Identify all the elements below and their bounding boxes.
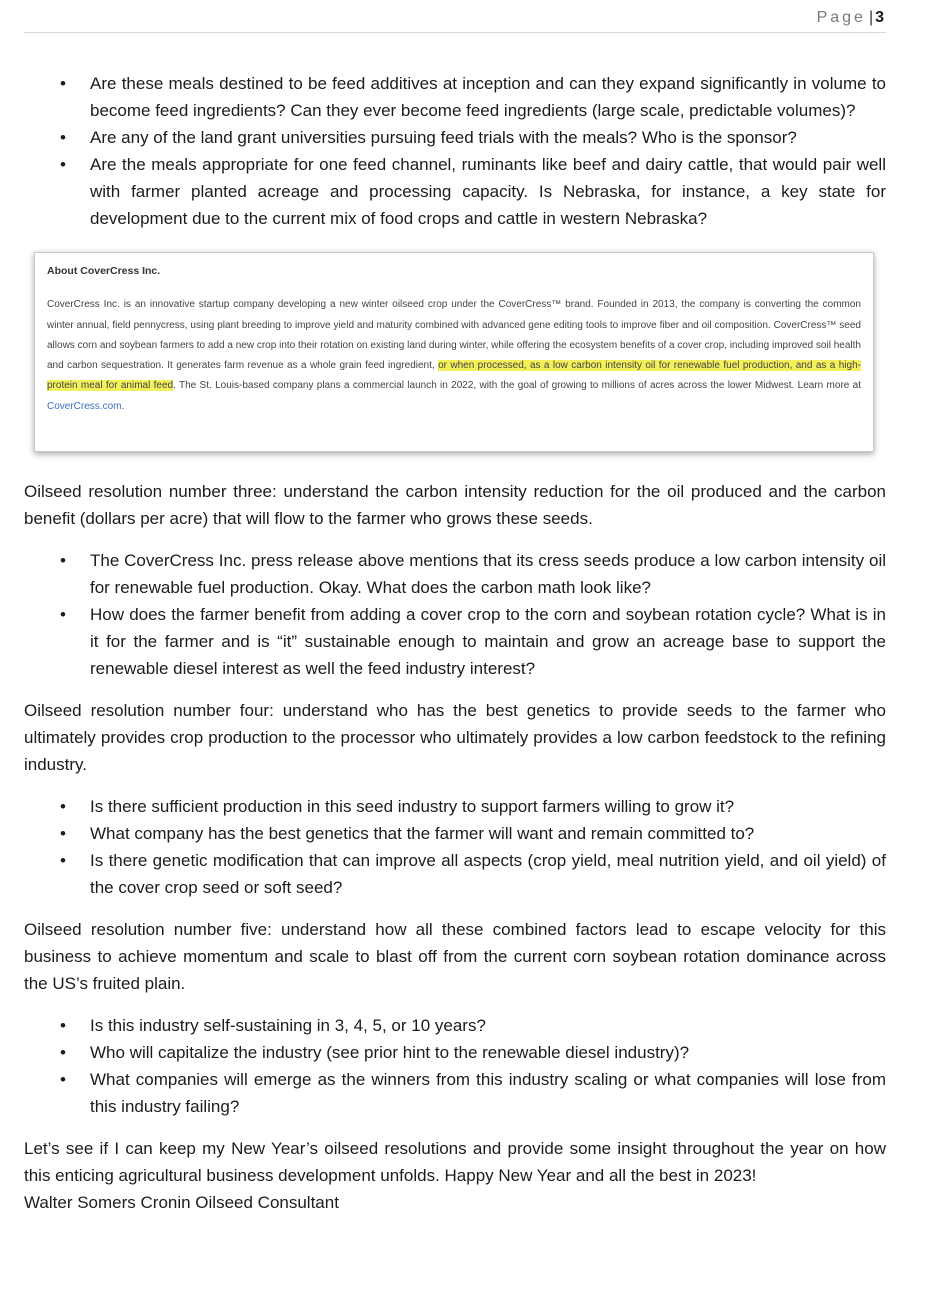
bullet-icon: • <box>60 851 66 870</box>
list-item: • Is there genetic modification that can improve all aspects (crop yield, meal nutrition yield, and oil yield) of the cover crop seed or soft seed? <box>24 847 886 901</box>
paragraph-resolution-five: Oilseed resolution number five: understand how all these combined factors lead to escape velocity for this business to achieve momentum and scale to blast off from the current corn soybean rotation dominance across the US’s fruited plain. <box>24 920 886 993</box>
bullet-icon: • <box>60 605 66 624</box>
list-item: • The CoverCress Inc. press release above mentions that its cress seeds produce a low carbon intensity oil for renewable fuel production. Okay. What does the carbon math look like? <box>24 547 886 601</box>
list-item: • Are any of the land grant universities pursuing feed trials with the meals? Who is the sponsor? <box>24 124 886 151</box>
bullet-icon: • <box>60 1070 66 1089</box>
bullet-list-meals <box>24 70 886 232</box>
closing-paragraph: Let’s see if I can keep my New Year’s oilseed resolutions and provide some insight throughout the year on how this enticing agricultural business development unfolds. Happy New Year and all the best in 2023! <box>24 1139 886 1185</box>
bullet-icon: • <box>60 155 66 174</box>
list-item: • Are the meals appropriate for one feed channel, ruminants like beef and dairy cattle, that would pair well with farmer planted acreage and processing capacity. Is Nebraska, for instance, a key state for development due to the current mix of food crops and cattle in western Nebraska? <box>24 151 886 232</box>
paragraph-resolution-four: Oilseed resolution number four: understand who has the best genetics to provide seeds to the farmer who ultimately provides crop production to the processor who ultimately provides a low carbon feedstock to the refining industry. <box>24 701 886 774</box>
bullet-icon: • <box>60 797 66 816</box>
bullet-icon: • <box>60 824 66 843</box>
bullet-list-genetics <box>24 793 886 901</box>
page-number-label <box>817 9 884 27</box>
bullet-icon: • <box>60 74 66 93</box>
paragraph-resolution-three: Oilseed resolution number three: understand the carbon intensity reduction for the oil produced and the carbon benefit (dollars per acre) that will flow to the farmer who grows these seeds. <box>24 482 886 528</box>
list-item: • What company has the best genetics that the farmer will want and remain committed to? <box>24 820 886 847</box>
highlighted-text: or when processed, as a low carbon intensity oil for renewable fuel production, and as a high-protein meal for animal feed <box>47 360 861 392</box>
bullet-icon: • <box>60 551 66 570</box>
list-item: • How does the farmer benefit from adding a cover crop to the corn and soybean rotation cycle? What is in it for the farmer and is “it” sustainable enough to maintain and grow an acreage base to support the renewable diesel interest as well the feed industry interest? <box>24 601 886 682</box>
page-number: 3 <box>875 9 884 26</box>
bullet-icon: • <box>60 128 66 147</box>
bullet-icon: • <box>60 1016 66 1035</box>
page-word: Page <box>816 9 866 26</box>
list-item: • Is there sufficient production in this seed industry to support farmers willing to grow it? <box>24 793 886 820</box>
bullet-list-carbon <box>24 547 886 682</box>
press-release-title: About CoverCress Inc. <box>47 265 161 277</box>
covercress-link[interactable]: CoverCress.com <box>47 400 122 412</box>
page-separator: | <box>868 9 874 26</box>
list-item: • Is this industry self-sustaining in 3, 4, 5, or 10 years? <box>24 1012 886 1039</box>
press-release-body: CoverCress Inc. is an innovative startup company developing a new winter oilseed crop under the CoverCress™ brand. Founded in 2013, the company is converting the common winter annual, field pennycress, using plant breeding to improve yield and maturity combined with advanced gene editing tools to improve fiber and oil composition. CoverCress™ seed allows corn and soybean farmers to add a new crop into their rotation on existing land during winter, while offering the ecosystem benefits of a cover crop, including improved soil health and carbon sequestration. It generates farm revenue as a whole grain feed ingredient, or when processed, as a low carbon intensity oil for renewable fuel production, and as a high-protein meal for animal feed. The St. Louis-based company plans a commercial launch in 2022, with the goal of growing to millions of acres across the lower Midwest. Learn more at CoverCress.com. <box>47 299 861 412</box>
list-item: • Who will capitalize the industry (see prior hint to the renewable diesel industry)? <box>24 1039 886 1066</box>
bullet-icon: • <box>60 1043 66 1062</box>
press-release-box <box>34 252 874 452</box>
list-item: • What companies will emerge as the winners from this industry scaling or what companies will lose from this industry failing? <box>24 1066 886 1120</box>
signature: Walter Somers Cronin Oilseed Consultant <box>24 1193 339 1212</box>
bullet-list-industry <box>24 1012 886 1120</box>
document-body <box>24 70 886 1216</box>
page-header <box>24 8 886 33</box>
list-item: • Are these meals destined to be feed additives at inception and can they expand significantly in volume to become feed ingredients? Can they ever become feed ingredients (large scale, predictable volumes)? <box>24 70 886 124</box>
